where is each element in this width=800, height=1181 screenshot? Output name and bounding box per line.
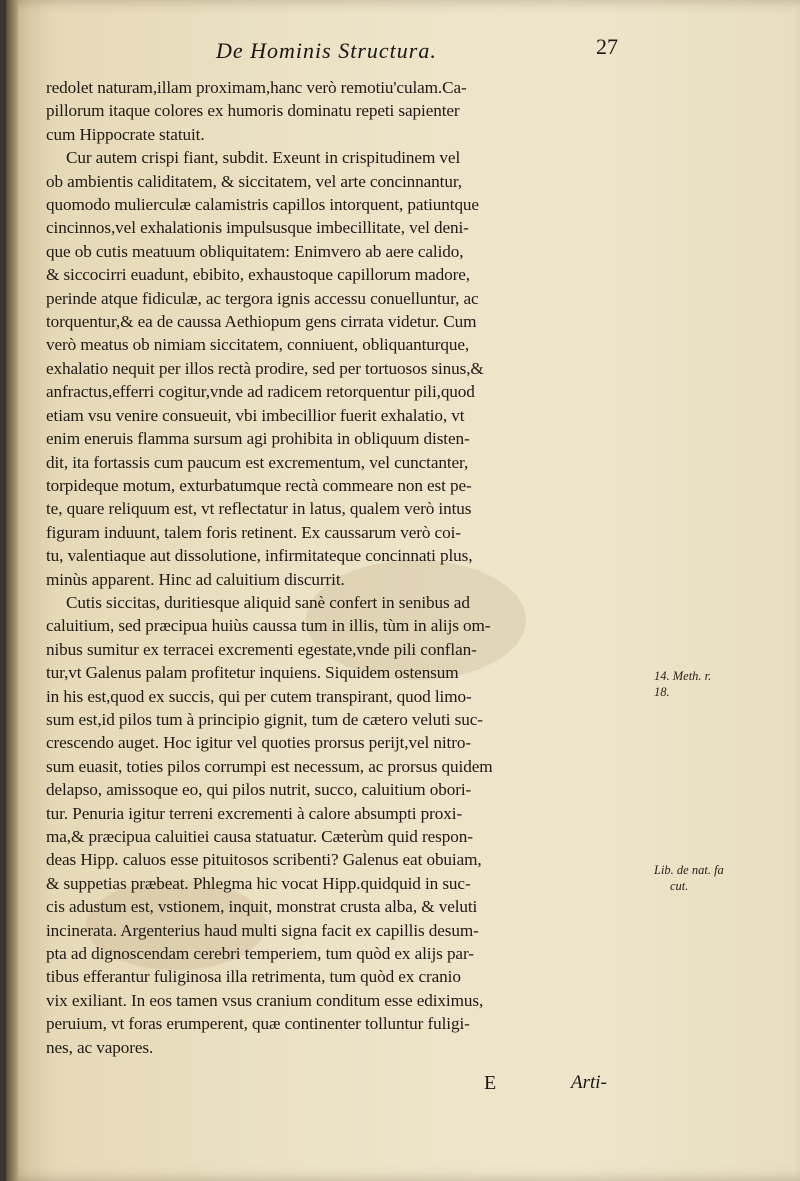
text-line: exhalatio nequit per illos rectà prodire, sed per tortuosos sinus,& [46, 358, 484, 378]
text-line: deas Hipp. caluos esse pituitosos scribenti? Galenus eat obuiam, [46, 850, 482, 870]
text-line: & suppetias præbeat. Phlegma hic vocat Hipp.quidquid in suc- [46, 873, 471, 893]
text-line: quomodo mulierculæ calamistris capillos intorquent, patiuntque [46, 195, 479, 215]
text-line: perinde atque fidiculæ, ac tergora ignis accessu conuelluntur, ac [46, 288, 479, 308]
body-text [46, 76, 650, 1059]
text-line: sum est,id pilos tum à principio gignit, tum de cætero veluti suc- [46, 709, 483, 729]
text-line: cum Hippocrate statuit. [46, 124, 205, 144]
marginal-note-1 [654, 668, 711, 700]
text-line: minùs apparent. Hinc ad caluitium discurrit. [46, 569, 345, 589]
text-line: in his est,quod ex succis, qui per cutem transpirant, quod limo- [46, 686, 472, 706]
text-line: pta ad dignoscendam cerebri temperiem, tum quòd ex alijs par- [46, 944, 474, 964]
text-line: tur,vt Galenus palam profitetur inquiens. Siquidem ostensum [46, 663, 459, 683]
text-line: vix exiliant. In eos tamen vsus cranium conditum esse ediximus, [46, 990, 484, 1010]
text-line: cis adustum est, vstionem, inquit, monstrat crusta alba, & veluti [46, 897, 478, 917]
page-gutter-shadow [6, 0, 18, 1181]
text-line: Cutis siccitas, duritiesque aliquid sanè confert in senibus ad [66, 592, 470, 612]
text-line: dit, ita fortassis cum paucum est excrementum, vel cunctanter, [46, 452, 469, 472]
text-line: enim eneruis flamma sursum agi prohibita in obliquum disten- [46, 429, 470, 449]
marginal-note-2-line-2: cut. [670, 879, 689, 893]
text-line: & siccocirri euadunt, ebibito, exhaustoque capillorum madore, [46, 265, 470, 285]
marginal-note-2 [654, 862, 724, 894]
text-line: redolet naturam,illam proximam,hanc verò remotiu'culam.Ca- [46, 78, 467, 97]
text-line: torquentur,& ea de caussa Aethiopum gens cirrata videtur. Cum [46, 312, 477, 332]
catchword: Arti- [571, 1072, 607, 1093]
text-line: caluitium, sed præcipua huiùs caussa tum in illis, tùm in alijs om- [46, 616, 491, 636]
text-line: sum euasit, toties pilos corrumpi est necessum, ac prorsus quidem [46, 756, 493, 776]
text-line: nes, ac vapores. [46, 1037, 154, 1057]
page-number: 27 [596, 34, 618, 59]
text-line: cincinnos,vel exhalationis impulsusque imbecillitate, vel deni- [46, 218, 469, 238]
marginal-note-1-line-1: 14. Meth. r. [654, 669, 712, 683]
text-line: Cur autem crispi fiant, subdit. Exeunt in crispitudinem vel [66, 148, 461, 168]
text-line: ob ambientis caliditatem, & siccitatem, vel arte concinnantur, [46, 171, 462, 191]
text-line: tibus efferantur fuliginosa illa retrimenta, tum quòd ex cranio [46, 967, 461, 987]
running-title: De Hominis Structura. [216, 38, 437, 63]
text-line: tu, valentiaque aut dissolutione, infirmitateque concinnati plus, [46, 546, 473, 566]
text-line: anfractus,efferri cogitur,vnde ad radicem retorquentur pili,quod [46, 382, 475, 402]
marginal-note-1-line-2: 18. [654, 685, 670, 699]
text-line: tur. Penuria igitur terreni excrementi à calore absumpti proxi- [46, 803, 463, 823]
signature-mark: E [484, 1072, 497, 1094]
text-line: te, quare reliquum est, vt reflectatur in latus, qualem verò intus [46, 499, 472, 519]
text-line: torpideque motum, exturbatumque rectà commeare non est pe- [46, 475, 472, 495]
text-line: verò meatus ob nimiam siccitatem, conniuent, obliquanturque, [46, 335, 470, 355]
text-line: pillorum itaque colores ex humoris dominatu repeti sapienter [46, 101, 460, 121]
marginal-note-2-line-1: Lib. de nat. fa [654, 863, 724, 877]
text-line: incinerata. Argenterius haud multi signa facit ex capillis desum- [46, 920, 479, 940]
text-line: peruium, vt foras erumperent, quæ continenter tolluntur fuligi- [46, 1014, 470, 1034]
book-page [6, 0, 800, 1181]
text-line: ma,& præcipua caluitiei causa statuatur. Cæterùm quid respon- [46, 827, 473, 846]
text-line: crescendo auget. Hoc igitur vel quoties prorsus perijt,vel nitro- [46, 733, 471, 753]
text-line: figuram induunt, talem foris retinent. Ex caussarum verò coi- [46, 522, 461, 542]
text-line: nibus sumitur ex terracei excrementi egestate,vnde pili conflan- [46, 639, 477, 659]
text-line: que ob cutis meatuum obliquitatem: Enimvero ab aere calido, [46, 241, 464, 261]
text-line: etiam vsu venire consueuit, vbi imbecillior fuerit exhalatio, vt [46, 405, 465, 425]
text-line: delapso, amissoque eo, qui pilos nutrit, succo, caluitium obori- [46, 780, 472, 800]
